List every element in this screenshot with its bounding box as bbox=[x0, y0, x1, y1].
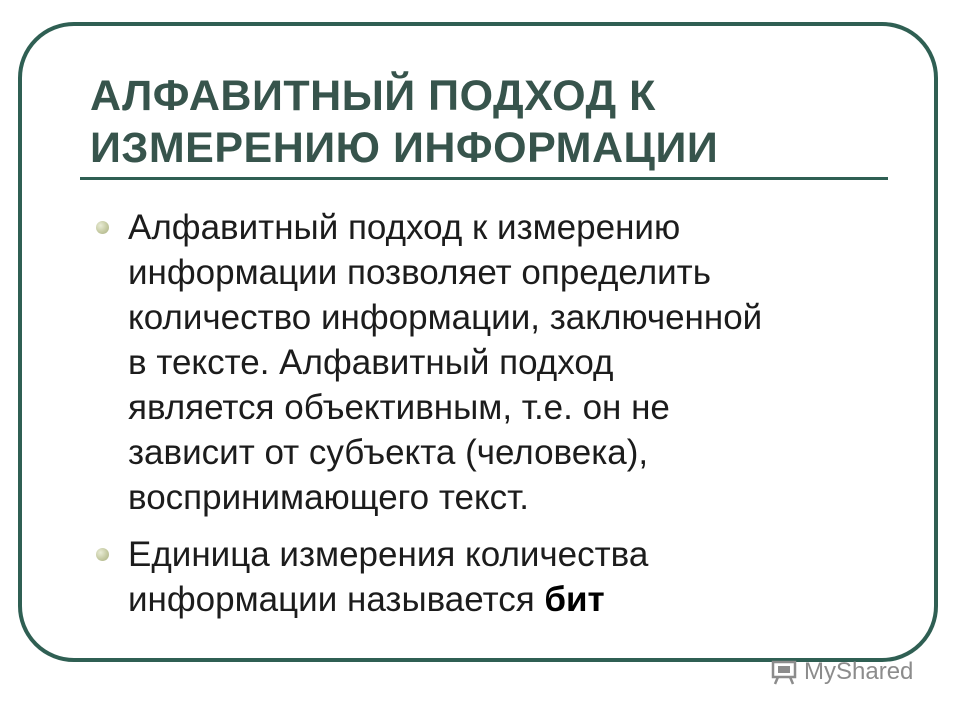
bullet-2-line-2 bbox=[128, 577, 896, 622]
bullet-1-line-2: информации позволяет определить bbox=[128, 253, 711, 292]
bullet-2-line-2-text: информации называется bbox=[128, 580, 545, 619]
unit-term-bit: бит bbox=[544, 580, 605, 619]
bullet-list bbox=[96, 205, 896, 634]
title-underline bbox=[80, 177, 888, 180]
bullet-1-line-4: в тексте. Алфавитный подход bbox=[128, 343, 614, 382]
bullet-2-line-1: Единица измерения количества bbox=[128, 535, 649, 574]
bullet-1-line-1: Алфавитный подход к измерению bbox=[128, 208, 681, 247]
slide-title bbox=[90, 70, 880, 174]
bullet-1-line-6: зависит от субъекта (человека), bbox=[128, 433, 649, 472]
title-line-1: АЛФАВИТНЫЙ ПОДХОД К bbox=[90, 72, 656, 120]
bullet-item-1 bbox=[96, 205, 896, 520]
title-line-2: ИЗМЕРЕНИЮ ИНФОРМАЦИИ bbox=[90, 124, 719, 172]
bullet-1-line-3: количество информации, заключенной bbox=[128, 298, 763, 337]
bullet-1-line-7: воспринимающего текст. bbox=[128, 478, 530, 517]
bullet-1-line-5: является объективным, т.е. он не bbox=[128, 388, 670, 427]
bullet-dot-icon bbox=[96, 548, 109, 561]
presentation-board-icon bbox=[770, 659, 798, 685]
bullet-item-2 bbox=[96, 532, 896, 622]
bullet-dot-icon bbox=[96, 221, 109, 234]
watermark-text: MyShared bbox=[804, 658, 914, 685]
myshared-watermark bbox=[770, 658, 913, 686]
